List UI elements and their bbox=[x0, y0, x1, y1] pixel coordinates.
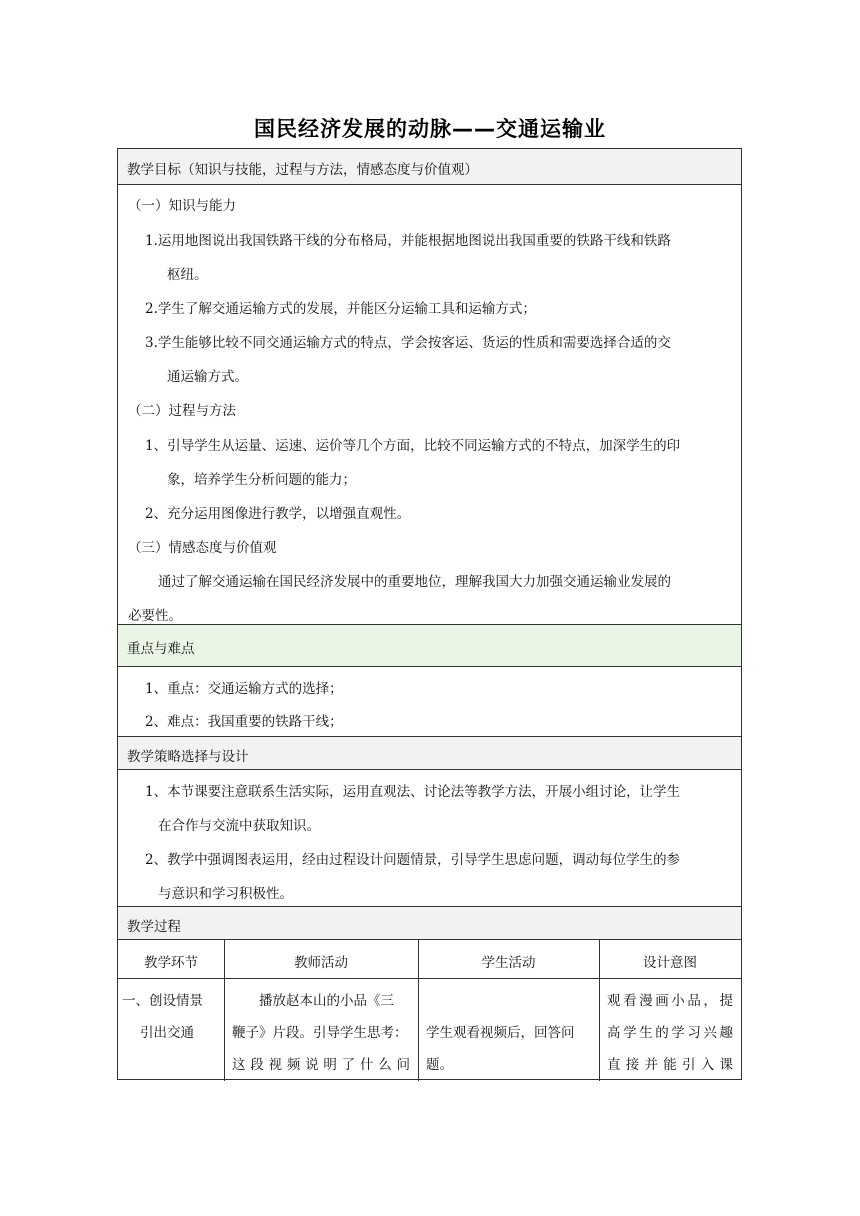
document-title: 国民经济发展的动脉——交通运输业 bbox=[254, 117, 606, 141]
goals-body bbox=[118, 185, 741, 625]
teacher-line2: 鞭子》片段。引导学生思考： bbox=[232, 1025, 408, 1041]
col-teacher-header-cell bbox=[224, 940, 419, 978]
intent-line1: 观看漫画小品，提 bbox=[607, 993, 733, 1009]
goals-sub-process: （二）过程与方法 bbox=[128, 403, 236, 419]
stage-cell bbox=[118, 979, 225, 1081]
process-row-1 bbox=[118, 979, 741, 1081]
strategy-header-row bbox=[118, 737, 741, 770]
keypoints-header-row bbox=[118, 625, 741, 667]
keypoints-body bbox=[118, 667, 741, 737]
col-stage-header: 教学环节 bbox=[144, 955, 198, 971]
col-intent-header: 设计意图 bbox=[643, 955, 697, 971]
goal-k3-line2: 通运输方式。 bbox=[167, 369, 248, 385]
goal-k1-line2: 枢纽。 bbox=[167, 267, 208, 283]
keypoint-2: 2、难点：我国重要的铁路干线； bbox=[145, 714, 343, 730]
strategy-2-line2: 与意识和学习积极性。 bbox=[158, 886, 293, 902]
goal-e1-line1: 通过了解交通运输在国民经济发展中的重要地位，理解我国大力加强交通运输业发展的 bbox=[158, 574, 671, 590]
goals-header: 教学目标（知识与技能，过程与方法，情感态度与价值观） bbox=[127, 162, 478, 178]
intent-cell bbox=[599, 979, 741, 1081]
goal-k1-line1: 1.运用地图说出我国铁路干线的分布格局，并能根据地图说出我国重要的铁路干线和铁路 bbox=[145, 233, 671, 249]
col-student-header-cell bbox=[418, 940, 600, 978]
col-stage-header-cell bbox=[118, 940, 225, 978]
strategy-2-line1: 2、教学中强调图表运用，经由过程设计问题情景，引导学生思虑问题，调动每位学生的参 bbox=[145, 852, 681, 868]
strategy-1-line2: 在合作与交流中获取知识。 bbox=[158, 818, 320, 834]
goals-sub-knowledge: （一）知识与能力 bbox=[128, 198, 236, 214]
keypoints-header: 重点与难点 bbox=[127, 641, 195, 657]
lesson-plan-table bbox=[117, 148, 742, 1080]
stage-line2: 引出交通 bbox=[140, 1025, 194, 1041]
strategy-1-line1: 1、本节课要注意联系生活实际，运用直观法、讨论法等教学方法，开展小组讨论，让学生 bbox=[145, 784, 681, 800]
goals-sub-attitude: （三）情感态度与价值观 bbox=[128, 540, 277, 556]
keypoint-1: 1、重点：交通运输方式的选择； bbox=[145, 681, 343, 697]
strategy-body bbox=[118, 770, 741, 907]
process-header-row bbox=[118, 907, 741, 940]
col-teacher-header: 教师活动 bbox=[294, 955, 348, 971]
student-cell bbox=[418, 979, 600, 1081]
goal-k2: 2.学生了解交通运输方式的发展，并能区分运输工具和运输方式； bbox=[145, 301, 536, 317]
process-header: 教学过程 bbox=[127, 919, 181, 935]
student-line2: 题。 bbox=[426, 1057, 453, 1073]
goal-p2: 2、充分运用图像进行教学，以增强直观性。 bbox=[145, 506, 411, 522]
process-columns-row bbox=[118, 940, 741, 979]
intent-line3: 直接并能引入课 bbox=[607, 1057, 733, 1073]
goal-p1-line2: 象，培养学生分析问题的能力； bbox=[167, 472, 356, 488]
strategy-header: 教学策略选择与设计 bbox=[127, 749, 249, 765]
student-line1: 学生观看视频后，回答问 bbox=[426, 1025, 575, 1041]
col-student-header: 学生活动 bbox=[481, 955, 536, 971]
goal-k3-line1: 3.学生能够比较不同交通运输方式的特点，学会按客运、货运的性质和需要选择合适的交 bbox=[145, 335, 671, 351]
stage-line1: 一、创设情景 bbox=[122, 993, 203, 1009]
teacher-cell bbox=[224, 979, 419, 1081]
intent-line2: 高学生的学习兴趣 bbox=[607, 1025, 733, 1041]
goals-header-row bbox=[118, 149, 741, 185]
goal-e1-line2: 必要性。 bbox=[128, 608, 182, 624]
goal-p1-line1: 1、引导学生从运量、运速、运价等几个方面，比较不同运输方式的不特点，加深学生的印 bbox=[145, 438, 681, 454]
teacher-line1: 播放赵本山的小品《三 bbox=[259, 993, 394, 1009]
teacher-line3: 这段视频说明了什么问 bbox=[232, 1057, 410, 1073]
